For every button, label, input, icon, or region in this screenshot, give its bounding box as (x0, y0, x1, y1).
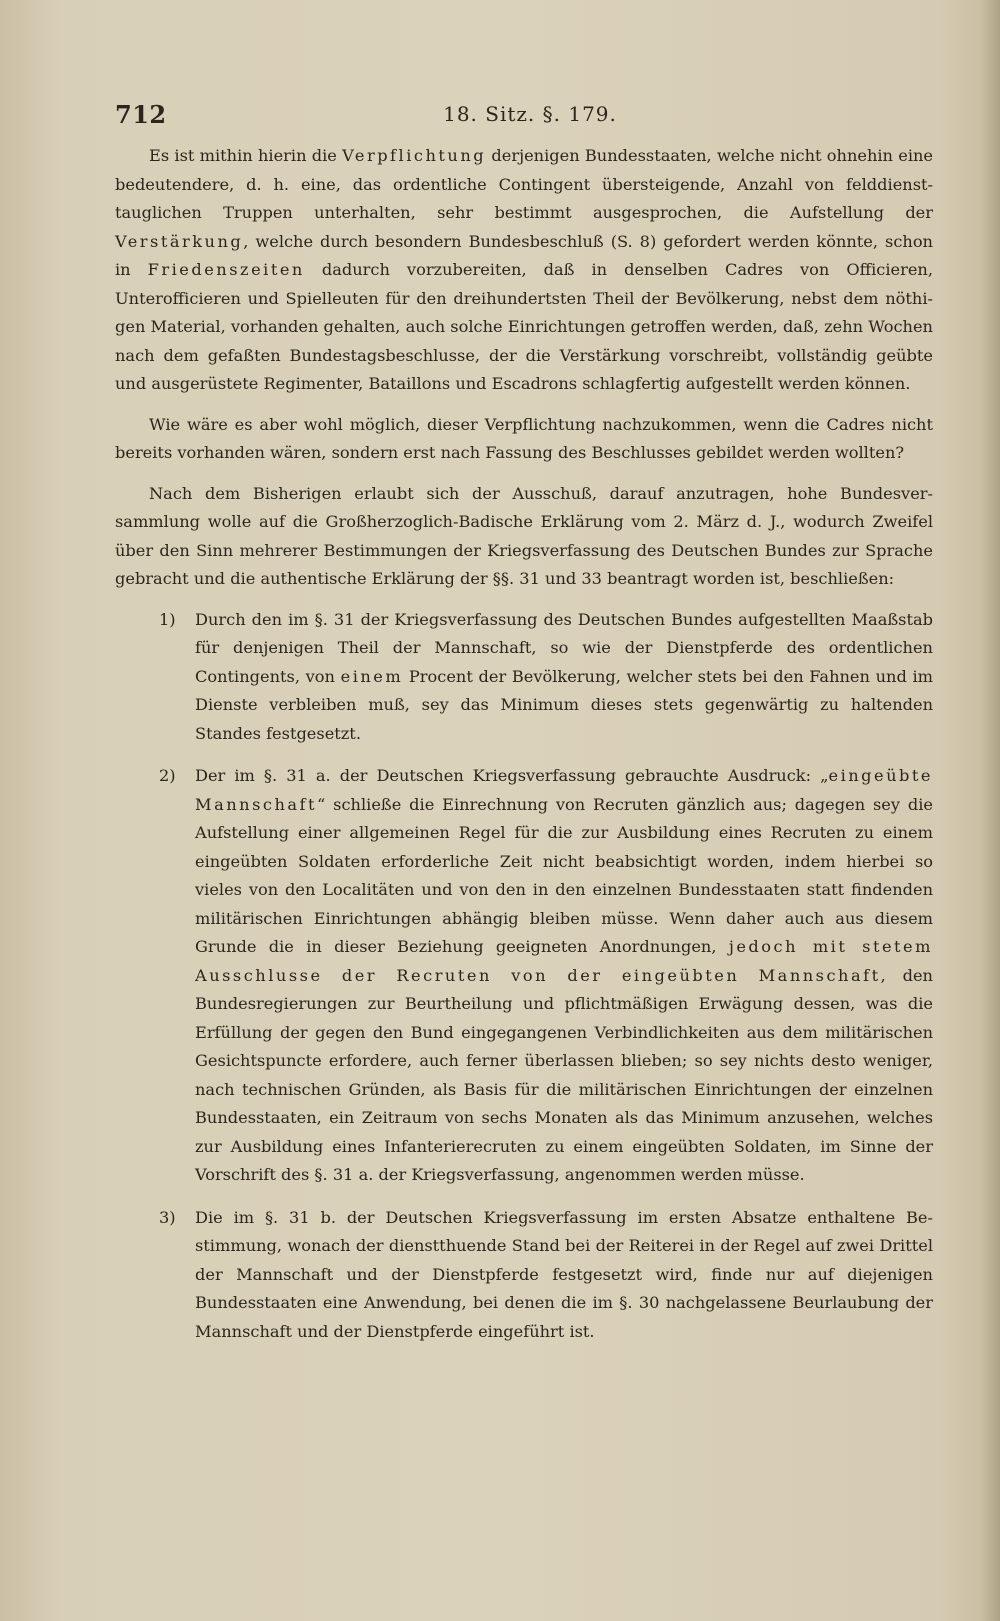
list-item-number: 1) (159, 609, 176, 629)
list-item-3-text-a: Die im §. 31 b. der Deutschen Kriegsverfassung im ersten Absatze enthaltene Bestimmung, wonach der dienstthuende Stand bei der Reiterei in der Regel auf zwei Drittel der Mannschaft und der Dienstpferde festgesetzt wird, finde nur auf diejenigen Bundesstaaten eine Anwendung, bei denen die im §. 30 nachgelassene Beurlaubung der Mannschaft und der Dienstpferde eingeführt ist. (195, 1207, 933, 1341)
list-item-1-text-a: Durch den im §. 31 der Kriegsverfassung des Deutschen Bundes aufgestellten Maaßstab für denjenigen Theil der Mannschaft, so wie der Dienstpferde des ordentlichen Contingents, von (195, 609, 933, 686)
emphasis-verpflichtung: Verpflichtung (342, 146, 487, 165)
resolution-list (115, 606, 933, 1347)
emphasis-eingeuebte-mannschaft: eingeübte Mannschaft (195, 766, 933, 814)
page-number: 712 (115, 100, 167, 129)
list-item-number: 3) (159, 1207, 176, 1227)
paragraph-3: Nach dem Bisherigen erlaubt sich der Ausschuß, darauf anzutragen, hohe Bundesversammlung wolle auf die Großherzoglich-Badische Erklärung vom 2. März d. J., wodurch Zweifel über den Sinn mehrerer Bestimmungen der Kriegsverfassung des Deutschen Bundes zur Sprache gebracht und die authentische Erklärung der §§. 31 und 33 beantragt worden ist, beschließen: (115, 483, 933, 588)
list-item-number: 2) (159, 766, 176, 785)
paragraph-1-text-a: Es ist mithin hierin die (149, 146, 343, 165)
paragraph-1 (115, 142, 933, 399)
list-item-2-text-b: “ schließe die Einrechnung von Recruten gänzlich aus; dagegen sey die Aufstellung einer allgemeinen Regel für die zur Ausbildung eines Recruten zu einem eingeübten Soldaten erforderliche Zeit nicht beabsichtigt worden, indem hierbei so vieles von den Localitäten und von den in den einzelnen Bundesstaaten statt findenden militärischen Einrichtungen abhängig bleiben müsse. Wenn daher auch aus diesem Grunde die in dieser Beziehung geeigneten Anordnungen, (195, 794, 933, 956)
paragraph-1-text-b: derjenigen Bundesstaaten, welche nicht ohnehin eine bedeutendere, d. h. eine, das ordentliche Contingent übersteigende, Anzahl von felddiensttauglichen Truppen unterhalten, sehr bestimmt ausgesprochen, die Aufstellung der (115, 146, 934, 222)
paragraph-1-text-d: dadurch vorzubereiten, daß in denselben Cadres von Officieren, Unterofficieren und Spielleuten für den dreihundertsten Theil der Bevölkerung, nebst dem nöthigen Material, vorhanden gehalten, auch solche Einrichtungen getroffen werden, daß, zehn Wochen nach dem gefaßten Bundestagsbeschlusse, der die Verstärkung vorschreibt, vollständig geübte und ausgerüstete Regimenter, Bataillons und Escadrons schlagfertig aufgestellt werden können. (115, 260, 933, 393)
emphasis-verstaerkung: Verstärkung (115, 231, 244, 251)
emphasis-ausschluss-recruten: jedoch mit stetem Ausschlusse der Recruten von der eingeübten Mannschaft (195, 937, 933, 985)
paragraph-1-text-c: , welche durch besondern Bundesbeschluß (S. 8) gefordert werden könnte, schon in (115, 231, 933, 279)
emphasis-friedenszeiten: Friedenszeiten (147, 260, 305, 279)
list-item-2-text-c: , den Bundesregierungen zur Beurtheilung und pflichtmäßigen Erwägung dessen, was die Erfüllung der gegen den Bund eingegangenen Verbindlichkeiten aus dem militärischen Gesichtspuncte erfordere, auch ferner überlassen blieben; so sey nichts desto weniger, nach technischen Gründen, als Basis für die militärischen Einrichtungen der einzelnen Bundesstaaten, ein Zeitraum von sechs Monaten als das Minimum anzusehen, welches zur Ausbildung eines Infanterierecruten zu einem eingeübten Soldaten, im Sinne der Vorschrift des §. 31 a. der Kriegsverfassung, angenommen werden müsse. (195, 965, 933, 1184)
running-head: 18. Sitz. §. 179. (443, 102, 617, 126)
list-item-2-text-a: Der im §. 31 a. der Deutschen Kriegsverfassung gebrauchte Ausdruck: „ (195, 766, 829, 785)
body-text (115, 142, 933, 1360)
page-header (115, 100, 945, 134)
list-item-1 (115, 606, 933, 749)
paragraph-2: Wie wäre es aber wohl möglich, dieser Verpflichtung nachzukommen, wenn die Cadres nicht bereits vorhanden wären, sondern erst nach Fassung des Beschlusses gebildet werden wollten? (115, 414, 933, 462)
emphasis-einem: einem (340, 666, 404, 686)
list-item-3 (115, 1204, 933, 1347)
list-item-1-text-b: Procent der Bevölkerung, welcher stets bei den Fahnen und im Dienste verbleiben muß, sey das Minimum dieses stets gegenwärtig zu haltenden Standes festgesetzt. (195, 666, 933, 743)
list-item-2 (115, 762, 933, 1190)
